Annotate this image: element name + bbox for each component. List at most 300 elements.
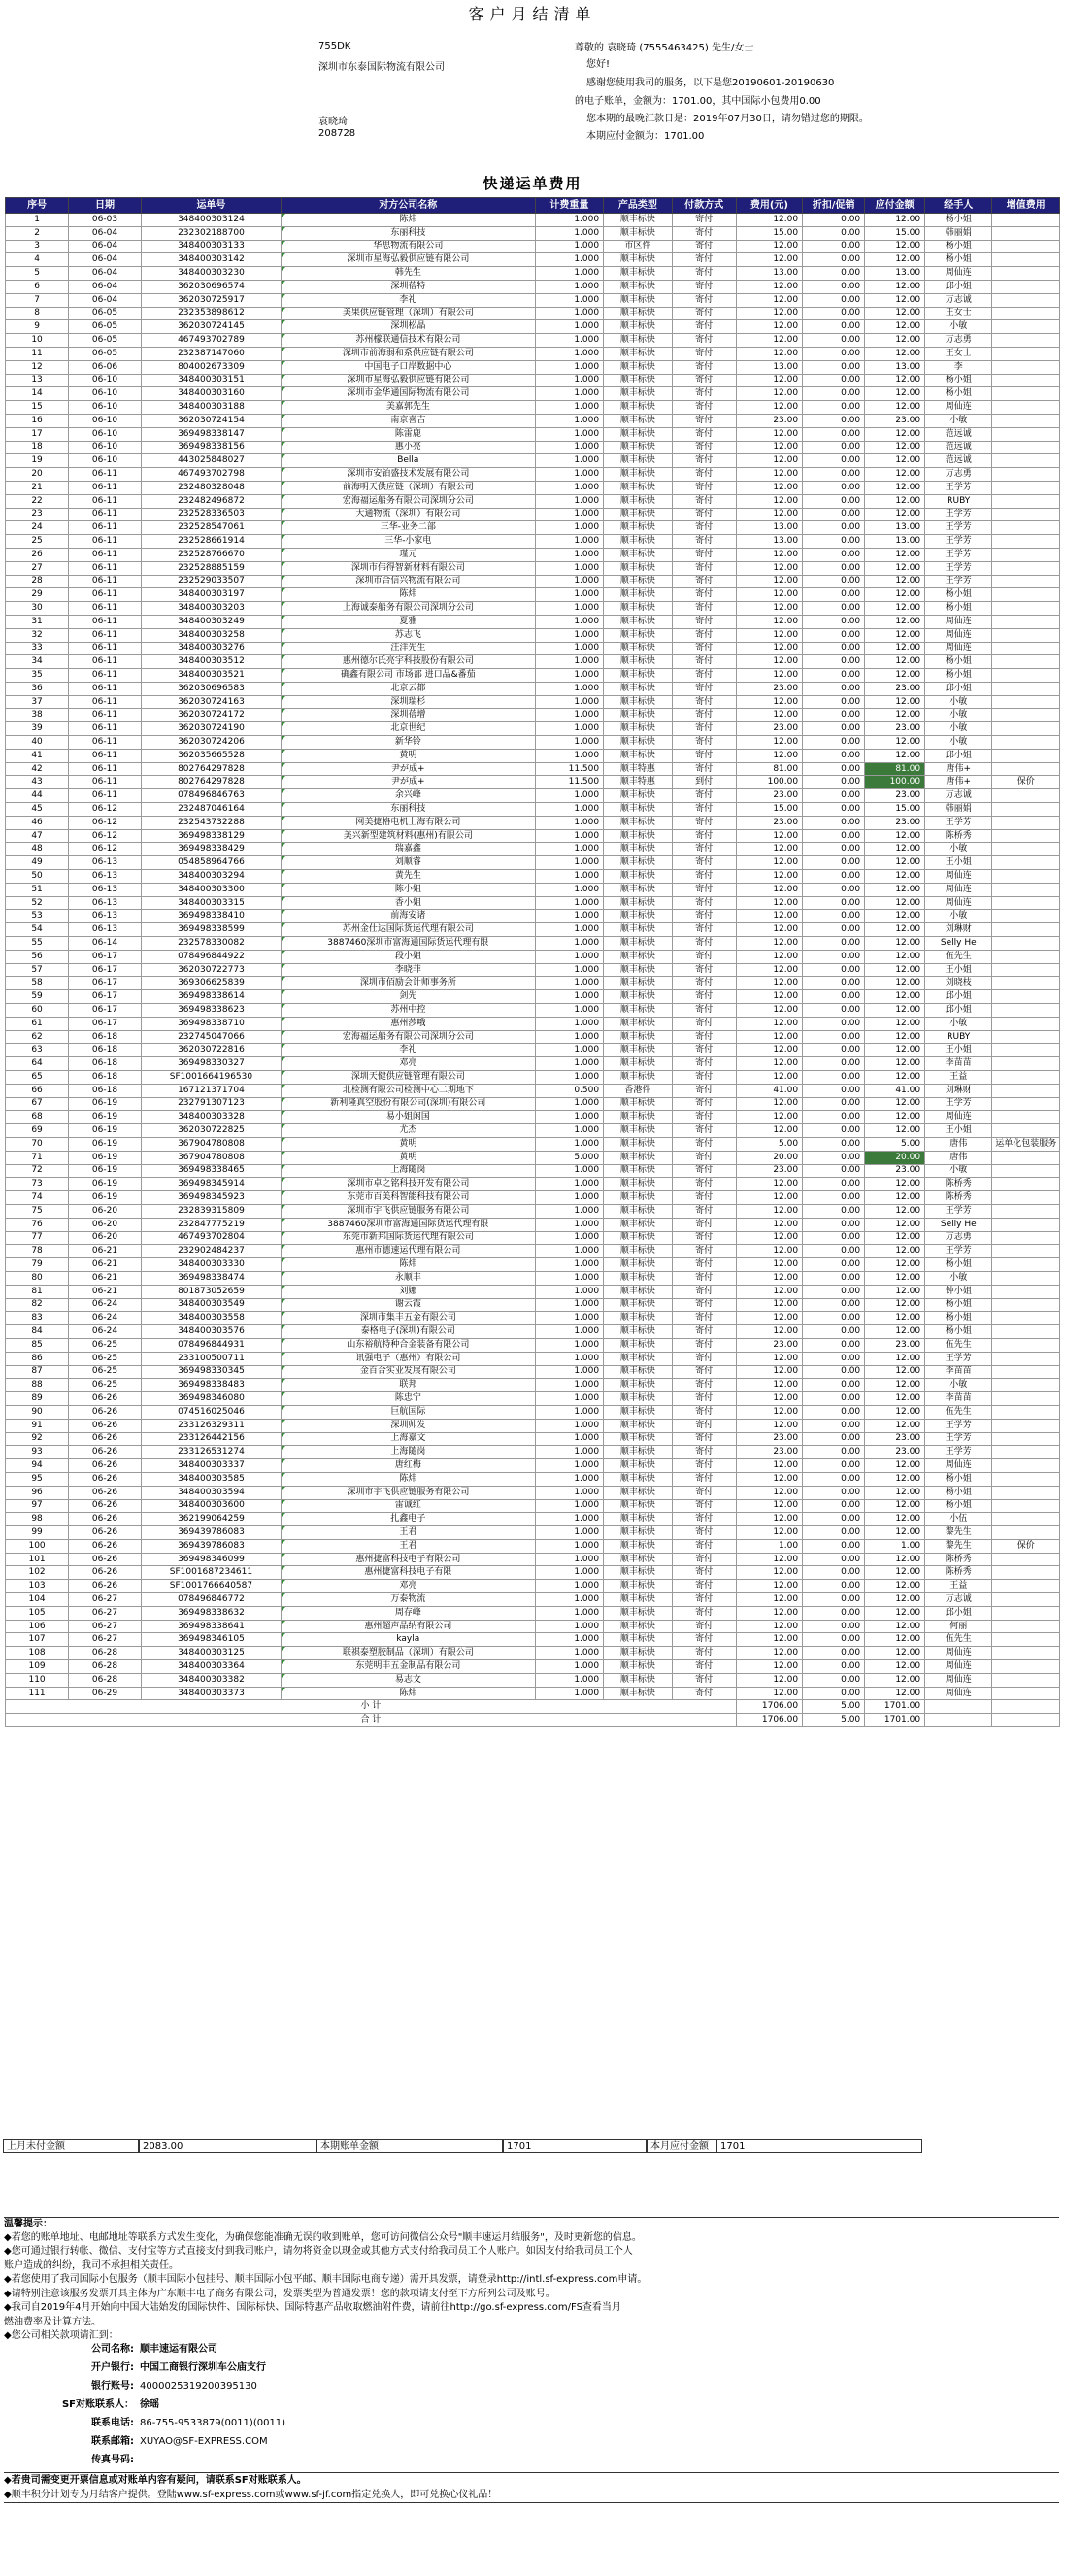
table-cell: 348400303576 bbox=[141, 1325, 281, 1339]
table-cell: 伍先生 bbox=[925, 950, 992, 963]
table-cell: 369439786083 bbox=[141, 1526, 281, 1540]
table-cell: 顺丰标快 bbox=[604, 561, 672, 575]
table-cell: 1.000 bbox=[535, 1580, 603, 1593]
table-cell: 06-11 bbox=[69, 468, 142, 482]
table-cell: 0.00 bbox=[803, 1673, 865, 1687]
table-cell bbox=[992, 816, 1060, 829]
table-cell: 小敏 bbox=[925, 1379, 992, 1392]
table-cell: 1.000 bbox=[535, 1218, 603, 1231]
table-cell bbox=[992, 253, 1060, 267]
table-cell: 362030724190 bbox=[141, 722, 281, 736]
table-row bbox=[6, 521, 1060, 535]
table-cell: kayla bbox=[282, 1633, 536, 1647]
table-cell: 寄付 bbox=[672, 1004, 736, 1018]
table-cell: 41.00 bbox=[736, 1084, 802, 1097]
table-cell: 0.00 bbox=[803, 1432, 865, 1446]
table-cell: 369498345923 bbox=[141, 1191, 281, 1205]
table-cell: 12.00 bbox=[865, 481, 925, 494]
table-cell: 顺丰标快 bbox=[604, 1312, 672, 1325]
table-cell: 0.00 bbox=[803, 575, 865, 588]
table-cell: 20 bbox=[6, 468, 69, 482]
table-cell: 23.00 bbox=[865, 414, 925, 427]
table-cell: SF1001766640587 bbox=[141, 1580, 281, 1593]
table-cell: 0.00 bbox=[803, 1124, 865, 1138]
table-cell bbox=[992, 963, 1060, 977]
table-row bbox=[6, 1245, 1060, 1258]
table-cell: 顺丰标快 bbox=[604, 1647, 672, 1660]
table-cell: 12.00 bbox=[736, 749, 802, 762]
table-cell: 4 bbox=[6, 253, 69, 267]
summary-cell bbox=[992, 1714, 1060, 1727]
table-cell: 348400303300 bbox=[141, 883, 281, 896]
table-cell: 06-10 bbox=[69, 427, 142, 441]
table-cell: 顺丰标快 bbox=[604, 1526, 672, 1540]
table-cell: 31 bbox=[6, 615, 69, 628]
table-cell: 12.00 bbox=[865, 1204, 925, 1218]
table-cell: 13.00 bbox=[736, 360, 802, 374]
table-cell bbox=[992, 1271, 1060, 1285]
table-cell: 寄付 bbox=[672, 843, 736, 856]
table-cell: 寄付 bbox=[672, 1553, 736, 1566]
table-cell bbox=[992, 1245, 1060, 1258]
table-cell: 12.00 bbox=[736, 1030, 802, 1044]
table-cell bbox=[992, 1352, 1060, 1365]
table-cell: 刘晓枝 bbox=[925, 977, 992, 990]
table-cell: 362030696574 bbox=[141, 280, 281, 293]
table-cell: 23.00 bbox=[865, 1432, 925, 1446]
table-cell: 15.00 bbox=[736, 803, 802, 817]
table-cell bbox=[992, 320, 1060, 334]
table-cell: 369498338710 bbox=[141, 1017, 281, 1030]
table-cell: 周仙连 bbox=[925, 1687, 992, 1700]
table-cell: 06-29 bbox=[69, 1687, 142, 1700]
table-cell: 寄付 bbox=[672, 722, 736, 736]
table-row bbox=[6, 387, 1060, 401]
table-row bbox=[6, 1298, 1060, 1312]
table-cell: 43 bbox=[6, 776, 69, 789]
table-row bbox=[6, 1004, 1060, 1018]
summary-cell: 合 计 bbox=[6, 1714, 737, 1727]
table-cell: 寄付 bbox=[672, 642, 736, 655]
note-line: ◆我司自2019年4月开始向中国大陆始发的国际快件、国际标快、国际特惠产品收取燃油附件费，请前往http://go.sf-express.com/FS查看当月 bbox=[4, 2302, 621, 2313]
table-cell: 王学芳 bbox=[925, 1446, 992, 1459]
table-cell: 南京喜吉 bbox=[282, 414, 536, 427]
table-cell: 寄付 bbox=[672, 829, 736, 843]
table-cell: 348400303188 bbox=[141, 401, 281, 415]
table-cell: 巨航国际 bbox=[282, 1405, 536, 1419]
table-cell: 12.00 bbox=[736, 253, 802, 267]
table-row bbox=[6, 1312, 1060, 1325]
table-cell: 1.000 bbox=[535, 347, 603, 360]
table-cell: 369498338156 bbox=[141, 441, 281, 454]
summary-cell: 小 计 bbox=[6, 1700, 737, 1714]
table-cell: 寄付 bbox=[672, 441, 736, 454]
table-cell: 顺丰标快 bbox=[604, 1472, 672, 1486]
summary-cell: 1706.00 bbox=[736, 1714, 802, 1727]
table-cell: 0.00 bbox=[803, 1486, 865, 1499]
table-cell: 上海随岗 bbox=[282, 1164, 536, 1178]
table-cell: 1.000 bbox=[535, 1097, 603, 1111]
table-cell: 确鑫有限公司 市场部 进口品&番茄 bbox=[282, 669, 536, 683]
table-cell bbox=[992, 1379, 1060, 1392]
table-cell: 232528336503 bbox=[141, 508, 281, 521]
table-cell: 1.000 bbox=[535, 414, 603, 427]
table-cell: 1.000 bbox=[535, 1044, 603, 1057]
table-cell: 杨小姐 bbox=[925, 655, 992, 669]
table-cell: 李苗苗 bbox=[925, 1392, 992, 1406]
table-cell: 06-26 bbox=[69, 1472, 142, 1486]
table-cell: 上海诚泰船务有限公司深圳分公司 bbox=[282, 602, 536, 616]
table-cell: 0.500 bbox=[535, 1084, 603, 1097]
table-cell: 06-24 bbox=[69, 1298, 142, 1312]
table-cell: 1.000 bbox=[535, 1137, 603, 1151]
table-cell: 0.00 bbox=[803, 1405, 865, 1419]
table-cell: 顺丰标快 bbox=[604, 1513, 672, 1526]
table-cell: 寄付 bbox=[672, 1231, 736, 1245]
table-cell: 1.000 bbox=[535, 1446, 603, 1459]
table-cell bbox=[992, 267, 1060, 281]
table-cell: 王学芳 bbox=[925, 548, 992, 561]
table-cell bbox=[992, 1231, 1060, 1245]
table-cell: 新利隆真空股份有限公司(深圳)有限公司 bbox=[282, 1097, 536, 1111]
table-cell: 5.00 bbox=[865, 1137, 925, 1151]
table-cell: 0.00 bbox=[803, 454, 865, 468]
table-cell: 12.00 bbox=[865, 588, 925, 602]
summary-cell: 1701.00 bbox=[865, 1700, 925, 1714]
table-cell: 1.000 bbox=[535, 1633, 603, 1647]
table-cell: 1.000 bbox=[535, 1030, 603, 1044]
table-cell: 谢云霞 bbox=[282, 1298, 536, 1312]
table-cell: 232847775219 bbox=[141, 1218, 281, 1231]
table-cell: 寄付 bbox=[672, 709, 736, 722]
table-cell: 1.000 bbox=[535, 1285, 603, 1298]
table-row bbox=[6, 1271, 1060, 1285]
table-cell: 周仙连 bbox=[925, 628, 992, 642]
table-cell bbox=[992, 1486, 1060, 1499]
table-cell bbox=[992, 374, 1060, 387]
table-cell: 12.00 bbox=[736, 1245, 802, 1258]
table-cell: 寄付 bbox=[672, 762, 736, 776]
table-cell: 12.00 bbox=[865, 709, 925, 722]
table-cell: 易志文 bbox=[282, 1673, 536, 1687]
table-cell: 84 bbox=[6, 1325, 69, 1339]
table-cell: 小敏 bbox=[925, 843, 992, 856]
table-cell bbox=[992, 481, 1060, 494]
table-cell: 寄付 bbox=[672, 1539, 736, 1553]
table-cell: 顺丰标快 bbox=[604, 736, 672, 750]
table-cell: 寄付 bbox=[672, 910, 736, 923]
table-cell: 73 bbox=[6, 1178, 69, 1191]
table-cell: 0.00 bbox=[803, 1191, 865, 1205]
table-cell: 0.00 bbox=[803, 789, 865, 803]
table-row bbox=[6, 1044, 1060, 1057]
table-cell: 0.00 bbox=[803, 1379, 865, 1392]
table-cell: 06-18 bbox=[69, 1044, 142, 1057]
table-cell bbox=[992, 1647, 1060, 1660]
table-cell: 348400303382 bbox=[141, 1673, 281, 1687]
table-cell: 804002673309 bbox=[141, 360, 281, 374]
table-cell: 06-13 bbox=[69, 910, 142, 923]
table-cell: 邱小姐 bbox=[925, 749, 992, 762]
table-cell: 寄付 bbox=[672, 682, 736, 695]
table-row bbox=[6, 347, 1060, 360]
table-cell: 348400303600 bbox=[141, 1499, 281, 1513]
table-cell: 0.00 bbox=[803, 910, 865, 923]
table-cell: 06-12 bbox=[69, 843, 142, 856]
table-cell: 1.000 bbox=[535, 816, 603, 829]
table-cell: 0.00 bbox=[803, 1633, 865, 1647]
table-cell: 1.000 bbox=[535, 240, 603, 253]
table-cell: 顺丰标快 bbox=[604, 293, 672, 307]
table-cell: 12.00 bbox=[736, 1660, 802, 1674]
table-cell: 12.00 bbox=[736, 1566, 802, 1580]
table-cell: 802764297828 bbox=[141, 776, 281, 789]
note-line: ◆您公司相关款项请汇到： bbox=[4, 2330, 118, 2341]
table-row bbox=[6, 709, 1060, 722]
table-row bbox=[6, 1017, 1060, 1030]
table-cell: 0.00 bbox=[803, 1271, 865, 1285]
table-cell: 12.00 bbox=[736, 1553, 802, 1566]
table-cell: 12.00 bbox=[736, 615, 802, 628]
table-cell: 232480328048 bbox=[141, 481, 281, 494]
table-cell: 1.000 bbox=[535, 360, 603, 374]
table-cell: 寄付 bbox=[672, 226, 736, 240]
table-cell: 06-27 bbox=[69, 1620, 142, 1633]
table-row bbox=[6, 990, 1060, 1004]
table-cell: 06-19 bbox=[69, 1164, 142, 1178]
table-cell: 12.00 bbox=[736, 1459, 802, 1473]
table-cell: 王学芳 bbox=[925, 1419, 992, 1432]
table-cell: 362030724154 bbox=[141, 414, 281, 427]
table-cell: 寄付 bbox=[672, 1204, 736, 1218]
table-row bbox=[6, 441, 1060, 454]
table-cell: 369439786083 bbox=[141, 1539, 281, 1553]
table-cell bbox=[992, 307, 1060, 320]
table-cell: 0.00 bbox=[803, 1446, 865, 1459]
table-row bbox=[6, 803, 1060, 817]
table-cell: 06-11 bbox=[69, 669, 142, 683]
table-cell: 348400303203 bbox=[141, 602, 281, 616]
table-cell: 369498338129 bbox=[141, 829, 281, 843]
table-cell: 邱小姐 bbox=[925, 682, 992, 695]
table-cell: 李礼 bbox=[282, 293, 536, 307]
table-cell bbox=[992, 401, 1060, 415]
greeting-hello: 您好! bbox=[586, 59, 611, 70]
table-cell: 刘琳财 bbox=[925, 1084, 992, 1097]
table-cell: 1.000 bbox=[535, 1566, 603, 1580]
table-cell: 顺丰标快 bbox=[604, 1553, 672, 1566]
table-cell: 新华铃 bbox=[282, 736, 536, 750]
table-cell bbox=[992, 1204, 1060, 1218]
table-cell: 12.00 bbox=[865, 1472, 925, 1486]
table-cell: 12 bbox=[6, 360, 69, 374]
table-cell: 12.00 bbox=[736, 1017, 802, 1030]
table-cell: 0.00 bbox=[803, 548, 865, 561]
bank-value-bank: 中国工商银行深圳车公庙支行 bbox=[140, 2362, 266, 2373]
table-cell: 88 bbox=[6, 1379, 69, 1392]
table-cell: 348400303549 bbox=[141, 1298, 281, 1312]
table-cell: 12.00 bbox=[736, 1271, 802, 1285]
table-cell: 顺丰标快 bbox=[604, 267, 672, 281]
table-cell: 邱小姐 bbox=[925, 1004, 992, 1018]
table-cell: 12.00 bbox=[865, 655, 925, 669]
table-cell: 10 bbox=[6, 334, 69, 348]
table-cell: 王学芳 bbox=[925, 481, 992, 494]
table-cell: 陈桥秀 bbox=[925, 1553, 992, 1566]
table-cell: 唐伟+ bbox=[925, 762, 992, 776]
table-cell: 348400303133 bbox=[141, 240, 281, 253]
table-cell: 06-11 bbox=[69, 481, 142, 494]
table-cell: 0.00 bbox=[803, 1392, 865, 1406]
table-cell: 前海明天供应链（深圳）有限公司 bbox=[282, 481, 536, 494]
table-cell: 12.00 bbox=[865, 1553, 925, 1566]
table-cell: 寄付 bbox=[672, 749, 736, 762]
table-cell: 中国电子口岸数据中心 bbox=[282, 360, 536, 374]
table-cell: 107 bbox=[6, 1633, 69, 1647]
table-cell: 小敏 bbox=[925, 1017, 992, 1030]
table-cell bbox=[992, 1620, 1060, 1633]
table-cell: 44 bbox=[6, 789, 69, 803]
table-cell: 1.000 bbox=[535, 950, 603, 963]
table-cell: 顺丰标快 bbox=[604, 454, 672, 468]
table-row bbox=[6, 1191, 1060, 1205]
table-cell: 寄付 bbox=[672, 1365, 736, 1379]
table-row bbox=[6, 240, 1060, 253]
table-cell: 12.00 bbox=[736, 1352, 802, 1365]
table-cell: 232487046164 bbox=[141, 803, 281, 817]
table-cell: 0.00 bbox=[803, 1231, 865, 1245]
table-cell: 06-03 bbox=[69, 214, 142, 227]
table-cell: 13.00 bbox=[865, 267, 925, 281]
table-cell: 12.00 bbox=[865, 615, 925, 628]
table-cell: 0.00 bbox=[803, 226, 865, 240]
table-cell: 38 bbox=[6, 709, 69, 722]
summary-cell: 1706.00 bbox=[736, 1700, 802, 1714]
table-cell: 12.00 bbox=[736, 1472, 802, 1486]
table-cell: 邱小姐 bbox=[925, 1606, 992, 1620]
table-cell: 顺丰标快 bbox=[604, 320, 672, 334]
table-cell: 顺丰标快 bbox=[604, 1352, 672, 1365]
table-cell: 顺丰标快 bbox=[604, 1660, 672, 1674]
table-cell: 1.000 bbox=[535, 642, 603, 655]
table-cell: 寄付 bbox=[672, 521, 736, 535]
table-cell: 12.00 bbox=[865, 1285, 925, 1298]
bank-label-bank: 开户银行: bbox=[91, 2362, 134, 2373]
table-cell: 万志诚 bbox=[925, 293, 992, 307]
table-cell: 12.00 bbox=[865, 374, 925, 387]
table-cell bbox=[992, 950, 1060, 963]
table-cell: 58 bbox=[6, 977, 69, 990]
table-cell: 232528661914 bbox=[141, 535, 281, 549]
table-cell: 苏州中控 bbox=[282, 1004, 536, 1018]
table-cell: 1.000 bbox=[535, 1057, 603, 1071]
table-row bbox=[6, 642, 1060, 655]
table-cell bbox=[992, 561, 1060, 575]
table-cell: SF1001664196530 bbox=[141, 1071, 281, 1085]
table-cell: 寄付 bbox=[672, 561, 736, 575]
table-cell: 467493702798 bbox=[141, 468, 281, 482]
table-cell: 刘娜 bbox=[282, 1285, 536, 1298]
table-row bbox=[6, 910, 1060, 923]
table-cell: 12.00 bbox=[865, 1419, 925, 1432]
table-cell: 寄付 bbox=[672, 374, 736, 387]
table-cell: 06-28 bbox=[69, 1660, 142, 1674]
table-row bbox=[6, 1178, 1060, 1191]
table-cell: 68 bbox=[6, 1111, 69, 1124]
table-cell: 06-10 bbox=[69, 414, 142, 427]
table-cell: 30 bbox=[6, 602, 69, 616]
table-cell bbox=[992, 1258, 1060, 1272]
table-cell: 1.000 bbox=[535, 1004, 603, 1018]
table-cell: 0.00 bbox=[803, 709, 865, 722]
table-cell: 1.000 bbox=[535, 454, 603, 468]
table-row bbox=[6, 1097, 1060, 1111]
table-cell: 1.000 bbox=[535, 843, 603, 856]
table-cell: 12.00 bbox=[865, 253, 925, 267]
table-row bbox=[6, 1499, 1060, 1513]
table-cell: 美果供应链管理（深圳）有限公司 bbox=[282, 307, 536, 320]
table-row bbox=[6, 1606, 1060, 1620]
table-cell: 0.00 bbox=[803, 1137, 865, 1151]
table-cell: 12.00 bbox=[736, 1312, 802, 1325]
table-cell: 06-11 bbox=[69, 521, 142, 535]
table-cell: 8 bbox=[6, 307, 69, 320]
table-cell: 369498338623 bbox=[141, 1004, 281, 1018]
table-cell: 顺丰标快 bbox=[604, 1392, 672, 1406]
table-cell: 0.00 bbox=[803, 360, 865, 374]
table-row bbox=[6, 561, 1060, 575]
column-header: 付款方式 bbox=[672, 198, 736, 214]
table-cell: 06-11 bbox=[69, 602, 142, 616]
table-cell: 28 bbox=[6, 575, 69, 588]
table-cell: 12.00 bbox=[865, 695, 925, 709]
table-cell bbox=[992, 762, 1060, 776]
table-cell: 06-26 bbox=[69, 1580, 142, 1593]
table-cell: 美嘉郭先生 bbox=[282, 401, 536, 415]
table-cell: 97 bbox=[6, 1499, 69, 1513]
table-cell: 杨小姐 bbox=[925, 1312, 992, 1325]
table-cell: 寄付 bbox=[672, 602, 736, 616]
table-cell: 63 bbox=[6, 1044, 69, 1057]
table-cell: 12.00 bbox=[865, 1111, 925, 1124]
table-cell: 24 bbox=[6, 521, 69, 535]
table-cell: 06-21 bbox=[69, 1285, 142, 1298]
table-cell: 陈忠宁 bbox=[282, 1392, 536, 1406]
table-cell: 1.000 bbox=[535, 1539, 603, 1553]
table-cell: 1.000 bbox=[535, 1647, 603, 1660]
table-cell: 40 bbox=[6, 736, 69, 750]
table-row bbox=[6, 1647, 1060, 1660]
table-row bbox=[6, 374, 1060, 387]
table-cell: 3887460深圳市富海通国际货运代理有限 bbox=[282, 1218, 536, 1231]
table-cell: 0.00 bbox=[803, 1204, 865, 1218]
table-cell: 1.000 bbox=[535, 1325, 603, 1339]
payable-value: 1701 bbox=[716, 2139, 922, 2153]
table-row bbox=[6, 669, 1060, 683]
table-cell: 深圳市伟得智新材料有限公司 bbox=[282, 561, 536, 575]
table-cell: 顺丰标快 bbox=[604, 214, 672, 227]
table-cell: 12.00 bbox=[736, 561, 802, 575]
table-cell: 王女士 bbox=[925, 347, 992, 360]
table-cell bbox=[992, 602, 1060, 616]
table-cell: 232902484237 bbox=[141, 1245, 281, 1258]
table-cell: 深圳市安铂盛技术发展有限公司 bbox=[282, 468, 536, 482]
table-cell bbox=[992, 923, 1060, 937]
table-cell: 寄付 bbox=[672, 1526, 736, 1540]
table-cell: 联祺泰塑胶制品（深圳）有限公司 bbox=[282, 1647, 536, 1660]
table-cell: 6 bbox=[6, 280, 69, 293]
table-cell: 362030696583 bbox=[141, 682, 281, 695]
